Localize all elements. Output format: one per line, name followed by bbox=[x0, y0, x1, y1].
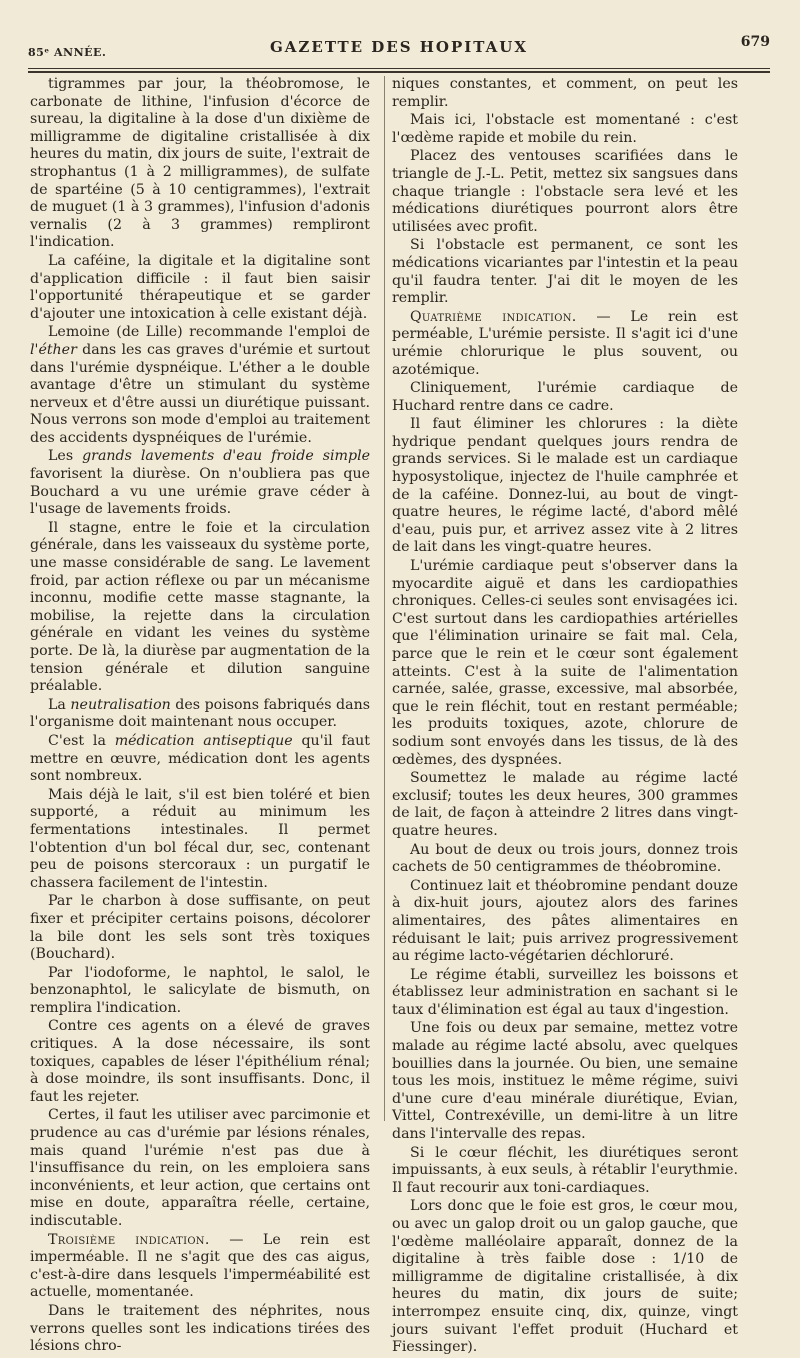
paragraph-text: Lemoine (de Lille) recommande l'emploi de bbox=[48, 324, 370, 341]
paragraph: Soumettez le malade au régime lacté exclusif; toutes les deux heures, 300 grammes de lait, de façon à atteindre 2 litres dans vingt-quatre heures. bbox=[392, 770, 738, 839]
paragraph: Mais ici, l'obstacle est momentané : c'est l'œdème rapide et mobile du rein. bbox=[392, 112, 738, 146]
italic bbox=[115, 733, 293, 749]
paragraph: Par l'iodoforme, le naphtol, le salol, le benzonaphtol, le salicylate de bismuth, on remplira l'indication. bbox=[30, 964, 370, 1016]
emphasis-text: grands lavements d'eau froide simple bbox=[82, 448, 371, 465]
section-heading: Troisième indication. bbox=[48, 1231, 210, 1248]
page-number: 679 bbox=[740, 34, 770, 50]
paragraph: Par le charbon à dose suffisante, on peut fixer et précipiter certains poisons, décolorer la bile dont les sels sont très toxiques (Bouchard). bbox=[30, 893, 370, 963]
paragraph: Placez des ventouses scarifiées dans le triangle de J.-L. Petit, mettez six sangsues dans chaque triangle : l'obstacle sera levé et les médications diurétiques pourront alors être utilisées avec profit. bbox=[392, 148, 738, 235]
emphasis-text: médication antiseptique bbox=[114, 732, 293, 749]
paragraph-text: C'est la bbox=[48, 732, 115, 749]
paragraph bbox=[30, 448, 370, 518]
paragraph: Mais déjà le lait, s'il est bien toléré et bien supporté, a réduit au minimum les fermentations intestinales. Il permet l'obtention d'un bol fécal dur, sec, contenant peu de poisons stercoraux : un purgatif le chassera facilement de l'intestin. bbox=[30, 786, 370, 891]
section-heading: Quatrième indication. bbox=[410, 308, 577, 325]
paragraph-text: dans les cas graves d'urémie et surtout dans l'urémie dyspnéique. L'éther a le double avantage d'être un stimulant du système nerveux et d'être aussi un diurétique puissant. Nous verrons son mode d'emploi au traitement des accidents dyspnéiques de l'urémie. bbox=[30, 341, 370, 446]
emphasis-text: neutralisation bbox=[70, 696, 171, 713]
header-rule bbox=[28, 68, 770, 69]
header-rule-thick bbox=[28, 71, 770, 73]
italic bbox=[70, 697, 170, 713]
paragraph: Si le cœur fléchit, les diurétiques seront impuissants, à eux seuls, à rétablir l'eurythmie. Il faut recourir aux toni-cardiaques. bbox=[392, 1144, 738, 1196]
paragraph: L'urémie cardiaque peut s'observer dans la myocardite aiguë et dans les cardiopathies chroniques. Celles-ci seules sont envisagées ici. C'est surtout dans les cardiopathies artérielles que l'élimination urinaire se fait mal. Cela, parce que le rein et le cœur sont également atteints. C'est à la suite de l'alimentation carnée, salée, grasse, excessive, mal absorbée, que le rein fléchit, tout en restant perméable; les produits toxiques, azote, chlorure de sodium sont envoyés dans les tissus, de là des œdèmes, des dyspnées. bbox=[392, 558, 738, 768]
italic bbox=[30, 342, 77, 358]
paragraph: Cliniquement, l'urémie cardiaque de Huchard rentre dans ce cadre. bbox=[392, 380, 738, 414]
edition-label: 85ᵉ ANNÉE. bbox=[28, 46, 107, 59]
paragraph bbox=[30, 697, 370, 732]
paragraph: Une fois ou deux par semaine, mettez votre malade au régime lacté absolu, avec quelques bouillies dans la journée. Ou bien, une semaine tous les mois, instituez le même régime, suivi d'une cure d'eau minérale diurétique, Evian, Vittel, Contrexéville, un demi-litre à un litre dans l'intervalle des repas. bbox=[392, 1020, 738, 1143]
paragraph bbox=[30, 324, 370, 447]
paragraph bbox=[30, 733, 370, 786]
paragraph: Certes, il faut les utiliser avec parcimonie et prudence au cas d'urémie par lésions rénales, mais quand l'urémie n'est pas due à l'insuffisance du rein, on les emploiera sans inconvénients, et leur action, que certains ont mise en doute, apparaîtra réelle, certaine, indiscutable. bbox=[30, 1107, 370, 1229]
paragraph-text: favorisent la diurèse. On n'oubliera pas que Bouchard a vu une urémie grave céder à l'usage de lavements froids. bbox=[30, 466, 370, 518]
emphasis-text: l'éther bbox=[30, 341, 77, 358]
paragraph bbox=[392, 309, 738, 379]
paragraph-text: Les bbox=[48, 448, 83, 465]
paragraph-text: qu'il faut mettre en œuvre, médication dont les agents sont nombreux. bbox=[30, 732, 370, 785]
paragraph bbox=[30, 1232, 370, 1302]
left-column bbox=[30, 76, 370, 1357]
paragraph: Continuez lait et théobromine pendant douze à dix-huit jours, ajoutez alors des farines alimentaires, des pâtes alimentaires en réduisant le lait; puis arrivez progressivement au régime lacto-végétarien déchloruré. bbox=[392, 877, 738, 965]
paragraph: Le régime établi, surveillez les boissons et établissez leur administration en sachant si le taux d'élimination est égal au taux d'ingestion. bbox=[392, 966, 738, 1018]
paragraph: Dans le traitement des néphrites, nous verrons quelles sont les indications tirées des lésions chro- bbox=[30, 1302, 370, 1355]
paragraph: Lors donc que le foie est gros, le cœur mou, ou avec un galop droit ou un galop gauche, que l'œdème malléolaire apparaît, donnez de la digitaline à très faible dose : 1/10 de milligramme de digitaline cristallisée, à dix heures du matin, dix jours de suite; interrompez ensuite cinq, dix, quinze, vingt jours suivant l'effet produit (Huchard et Fiessinger). bbox=[392, 1198, 738, 1356]
paragraph: niques constantes, et comment, on peut les remplir. bbox=[392, 76, 738, 110]
right-column bbox=[392, 76, 738, 1358]
page-header bbox=[28, 34, 770, 64]
paragraph-text: — Le rein est perméable, L'urémie persiste. Il s'agit ici d'une urémie chlorurique le plus souvent, ou azotémique. bbox=[392, 308, 739, 378]
paragraph-text: des poisons fabriqués dans l'organisme doit maintenant nous occuper. bbox=[30, 696, 370, 731]
italic bbox=[82, 448, 370, 464]
publication-title: GAZETTE DES HOPITAUX bbox=[269, 38, 528, 56]
paragraph: Il stagne, entre le foie et la circulation générale, dans les vaisseaux du système porte, une masse considérable de sang. Le lavement froid, par action réflexe ou par un mécanisme inconnu, modifie cette masse stagnante, la mobilise, la rejette dans la circulation générale en vidant les veines du système porte. De là, la diurèse par augmentation de la tension générale et dilution sanguine préalable. bbox=[30, 519, 370, 695]
paragraph-text: La bbox=[48, 696, 71, 713]
paragraph: tigrammes par jour, la théobromose, le carbonate de lithine, l'infusion d'écorce de sureau, la digitaline à la dose d'un dixième de milligramme de digitaline cristallisée à dix heures du matin, dix jours de suite, l'extrait de strophantus (1 à 2 milligrammes), de sulfate de spartéine (5 à 10 centigrammes), l'extrait de muguet (1 à 3 grammes), l'infusion d'adonis vernalis (2 à 3 grammes) rempliront l'indication. bbox=[30, 76, 370, 251]
paragraph: La caféine, la digitale et la digitaline sont d'application difficile : il faut bien saisir l'opportunité thérapeutique et se garder d'ajouter une intoxication à celle existant déjà. bbox=[30, 252, 370, 322]
paragraph-text: — Le rein est imperméable. Il ne s'agit que des cas aigus, c'est-à-dire dans lesquels l'imperméabilité est actuelle, momentanée. bbox=[30, 1231, 370, 1301]
column-divider bbox=[384, 76, 385, 1121]
paragraph: Il faut éliminer les chlorures : la diète hydrique pendant quelques jours rendra de grands services. Si le malade est un cardiaque hyposystolique, injectez de l'huile camphrée et de la caféine. Donnez-lui, au bout de vingt-quatre heures, le régime lacté, d'abord mêlé d'eau, puis pur, et arrivez assez vite à 2 litres de lait dans les vingt-quatre heures. bbox=[392, 416, 738, 556]
paragraph: Au bout de deux ou trois jours, donnez trois cachets de 50 centigrammes de théobromine. bbox=[392, 841, 738, 876]
paragraph: Contre ces agents on a élevé de graves critiques. A la dose nécessaire, ils sont toxiques, capables de léser l'épithélium rénal; à dose moindre, ils sont insuffisants. Donc, il faut les rejeter. bbox=[30, 1018, 370, 1105]
paragraph: Si l'obstacle est permanent, ce sont les médications vicariantes par l'intestin et la peau qu'il faudra tenter. J'ai dit le moyen de les remplir. bbox=[392, 237, 738, 307]
